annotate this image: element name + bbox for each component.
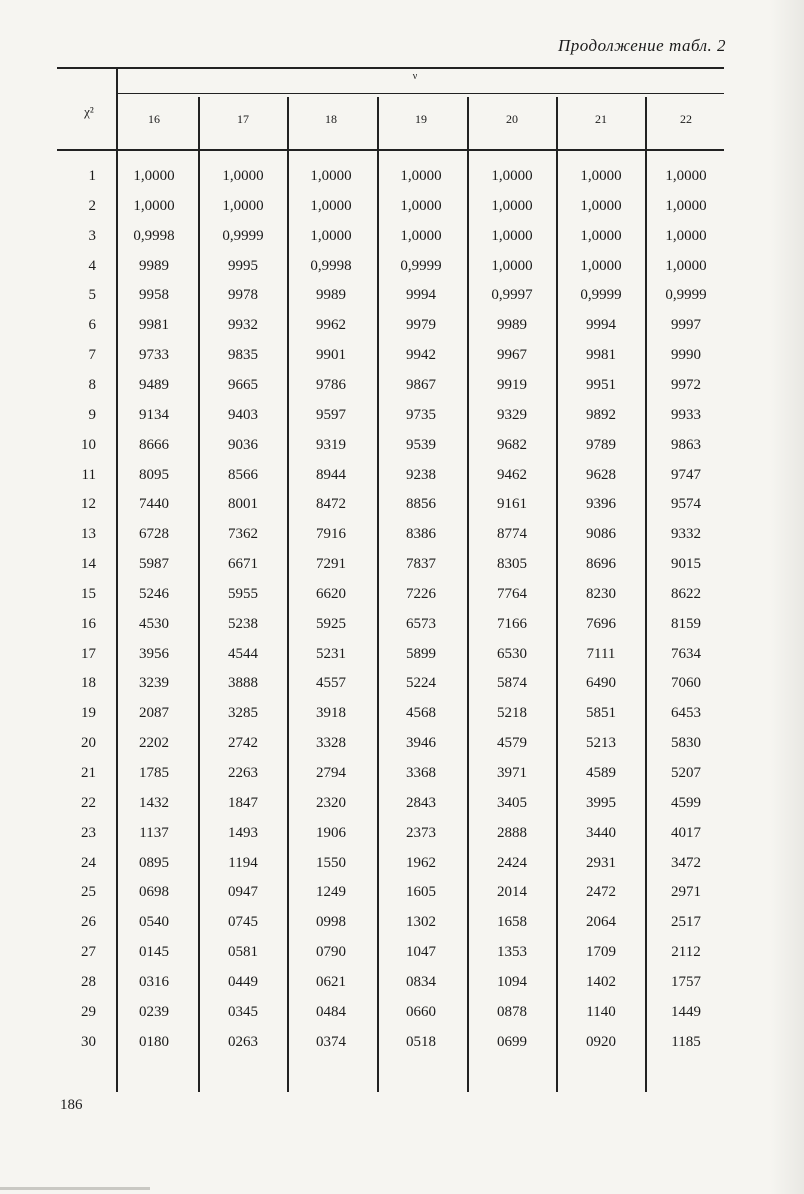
table-cell: 5213 [586, 735, 616, 752]
table-cell: 8095 [139, 466, 169, 483]
row-label: 29 [81, 1003, 96, 1020]
table-cell: 7226 [406, 585, 436, 602]
table-cell: 0,9999 [400, 257, 442, 274]
table-cell: 5899 [406, 645, 436, 662]
table-cell: 4599 [671, 794, 701, 811]
table-cell: 1,0000 [491, 168, 533, 184]
table-cell: 0,9997 [491, 287, 533, 304]
table-cell: 4544 [228, 645, 258, 662]
table-cell: 7291 [316, 556, 346, 573]
column-header: 16 [148, 112, 160, 126]
table-cell: 1,0000 [491, 227, 533, 244]
table-cell: 8001 [228, 496, 258, 513]
table-cell: 4557 [316, 675, 346, 692]
table-cell: 1,0000 [310, 197, 352, 214]
column-header: 17 [237, 112, 249, 126]
row-label: 13 [81, 526, 96, 543]
table-cell: 9682 [497, 436, 527, 453]
table-cell: 9989 [316, 287, 346, 304]
table-cell: 5207 [671, 765, 701, 781]
table-cell: 6728 [139, 526, 169, 543]
row-label: 6 [88, 317, 96, 334]
table-cell: 9161 [497, 496, 527, 513]
row-label: 17 [81, 645, 96, 662]
table-cell: 1185 [671, 1033, 701, 1050]
row-label: 1 [88, 168, 96, 184]
row-label: 5 [88, 287, 96, 304]
table-cell: 1,0000 [580, 257, 622, 274]
table-cell: 9994 [406, 287, 436, 304]
column-divider [287, 97, 289, 1092]
table-cell: 1249 [316, 884, 346, 901]
table-cell: 1194 [228, 854, 258, 871]
table-cell: 9942 [406, 347, 436, 364]
table-cell: 8856 [406, 496, 436, 513]
table-cell: 1,0000 [491, 257, 533, 274]
table-cell: 3239 [139, 675, 169, 692]
table-cell: 2742 [228, 735, 258, 752]
table-cell: 2843 [406, 794, 436, 811]
table-cell: 9981 [586, 347, 616, 364]
table-cell: 8774 [497, 526, 527, 543]
table-cell: 1,0000 [222, 197, 264, 214]
table-cell: 4568 [406, 705, 436, 722]
column-divider [467, 97, 469, 1092]
page-number: 186 [60, 1097, 83, 1113]
table-cell: 1137 [139, 824, 169, 841]
row-label: 18 [81, 675, 96, 692]
table-cell: 5224 [406, 675, 436, 692]
table-cell: 1,0000 [491, 197, 533, 214]
table-cell: 0316 [139, 973, 169, 990]
table-cell: 0263 [228, 1033, 258, 1050]
table-cell: 0,9999 [222, 227, 264, 244]
table-cell: 0699 [497, 1033, 527, 1050]
table-cell: 0518 [406, 1033, 436, 1050]
table-cell: 1,0000 [400, 197, 442, 214]
table-cell: 9134 [139, 406, 169, 423]
table-cell: 6620 [316, 585, 346, 602]
nu-header: ν [412, 71, 418, 82]
table-cell: 9597 [316, 406, 346, 423]
table-cell: 8305 [497, 556, 527, 573]
row-label: 9 [88, 406, 96, 423]
row-label: 12 [81, 496, 96, 513]
row-label: 3 [88, 227, 96, 244]
table-cell: 8666 [139, 436, 169, 453]
table-cell: 9733 [139, 347, 169, 364]
table-cell: 1,0000 [665, 168, 707, 184]
table-cell: 8566 [228, 466, 258, 483]
table-cell: 1047 [406, 944, 436, 961]
table-cell: 7440 [139, 496, 169, 513]
table-cell: 1709 [586, 944, 616, 961]
column-header: 19 [415, 112, 427, 126]
table-cell: 2087 [139, 705, 169, 722]
table-cell: 2263 [228, 765, 258, 781]
table-cell: 2517 [671, 914, 701, 931]
table-cell: 6490 [586, 675, 616, 692]
table-cell: 1140 [586, 1003, 616, 1020]
table-cell: 0,9998 [133, 227, 175, 244]
table-cell: 1,0000 [580, 168, 622, 184]
table-cell: 1449 [671, 1003, 701, 1020]
table-cell: 6671 [228, 556, 258, 573]
table-cell: 5851 [586, 705, 616, 722]
table-cell: 7916 [316, 526, 346, 543]
table-cell: 9994 [586, 317, 616, 334]
table-cell: 9919 [497, 376, 527, 393]
row-label: 2 [88, 197, 96, 214]
table-cell: 1785 [139, 765, 169, 781]
table-cell: 9989 [497, 317, 527, 334]
table-cell: 7696 [586, 615, 616, 632]
table-cell: 1,0000 [222, 168, 264, 184]
table-cell: 1,0000 [133, 197, 175, 214]
table-cell: 1,0000 [665, 227, 707, 244]
table-cell: 1,0000 [400, 227, 442, 244]
table-cell: 0239 [139, 1003, 169, 1020]
table-cell: 2971 [671, 884, 701, 901]
row-label: 4 [88, 257, 96, 274]
row-label: 8 [88, 376, 96, 393]
table-cell: 0745 [228, 914, 258, 931]
table-cell: 3946 [406, 735, 436, 752]
continuation-caption: Продолжение табл. 2 [557, 36, 726, 55]
table-cell: 9747 [671, 466, 701, 483]
column-header: 21 [595, 112, 607, 126]
table-cell: 3440 [586, 824, 616, 841]
table-cell: 7837 [406, 556, 436, 573]
table-cell: 9972 [671, 376, 701, 393]
nu-subheader-rule [116, 93, 724, 94]
table-cell: 6573 [406, 615, 436, 632]
table-cell: 4589 [586, 765, 616, 781]
table-cell: 0895 [139, 854, 169, 871]
table-cell: 0621 [316, 973, 346, 990]
table-cell: 9989 [139, 257, 169, 274]
row-label: 21 [81, 765, 96, 781]
row-label: 14 [81, 556, 96, 573]
table-cell: 8622 [671, 585, 701, 602]
table-cell: 1550 [316, 854, 346, 871]
table-cell: 8944 [316, 466, 346, 483]
table-cell: 9665 [228, 376, 258, 393]
table-cell: 1906 [316, 824, 346, 841]
table-cell: 4017 [671, 824, 701, 841]
table-cell: 9978 [228, 287, 258, 304]
row-label: 28 [81, 973, 96, 990]
table-cell: 9396 [586, 496, 616, 513]
row-label: 23 [81, 824, 96, 841]
chi-square-header: χ² [84, 104, 94, 119]
table-cell: 9403 [228, 406, 258, 423]
table-cell: 1,0000 [665, 257, 707, 274]
table-cell: 3971 [497, 765, 527, 781]
table-cell: 9967 [497, 347, 527, 364]
table-cell: 9329 [497, 406, 527, 423]
column-divider [116, 67, 118, 1092]
table-cell: 7362 [228, 526, 258, 543]
row-label: 7 [88, 347, 96, 364]
column-header: 20 [506, 112, 518, 126]
table-cell: 1605 [406, 884, 436, 901]
table-cell: 1,0000 [400, 168, 442, 184]
column-header: 22 [680, 112, 692, 126]
table-cell: 3995 [586, 794, 616, 811]
row-label: 16 [81, 615, 96, 632]
table-cell: 0,9998 [310, 257, 352, 274]
table-cell: 9990 [671, 347, 701, 364]
row-label: 20 [81, 735, 96, 752]
table-cell: 2424 [497, 854, 527, 871]
table-cell: 0180 [139, 1033, 169, 1050]
table-cell: 8230 [586, 585, 616, 602]
table-cell: 1,0000 [133, 168, 175, 184]
table-cell: 0,9999 [580, 287, 622, 304]
table-cell: 1353 [497, 944, 527, 961]
table-cell: 1658 [497, 914, 527, 931]
table-cell: 9628 [586, 466, 616, 483]
row-label: 11 [81, 466, 96, 483]
table-cell: 9901 [316, 347, 346, 364]
table-cell: 9574 [671, 496, 701, 513]
column-divider [198, 97, 200, 1092]
table-cell: 0,9999 [665, 287, 707, 304]
table-cell: 9735 [406, 406, 436, 423]
table-cell: 2888 [497, 824, 527, 841]
table-cell: 9932 [228, 317, 258, 334]
table-cell: 7166 [497, 615, 527, 632]
table-cell: 1302 [406, 914, 436, 931]
table-cell: 5238 [228, 615, 258, 632]
row-label: 10 [81, 436, 96, 453]
table-cell: 0698 [139, 884, 169, 901]
table-cell: 9867 [406, 376, 436, 393]
row-label: 15 [81, 585, 96, 602]
table-cell: 9789 [586, 436, 616, 453]
table-cell: 0345 [228, 1003, 258, 1020]
table-cell: 0484 [316, 1003, 346, 1020]
column-divider [377, 97, 379, 1092]
table-cell: 9086 [586, 526, 616, 543]
table-cell: 1847 [228, 794, 258, 811]
column-header: 18 [325, 112, 337, 126]
table-cell: 9015 [671, 556, 701, 573]
table-cell: 9319 [316, 436, 346, 453]
column-divider [556, 97, 558, 1092]
table-cell: 9933 [671, 406, 701, 423]
row-label: 27 [81, 944, 96, 961]
table-cell: 9036 [228, 436, 258, 453]
row-label: 25 [81, 884, 96, 901]
table-cell: 4579 [497, 735, 527, 752]
table-cell: 8159 [671, 615, 701, 632]
table-cell: 5231 [316, 645, 346, 662]
table-cell: 3888 [228, 675, 258, 692]
table-cell: 3956 [139, 645, 169, 662]
table-cell: 0998 [316, 914, 346, 931]
table-cell: 2014 [497, 884, 527, 901]
table-cell: 5987 [139, 556, 169, 573]
table-cell: 9539 [406, 436, 436, 453]
table-cell: 7111 [586, 645, 616, 662]
table-cell: 0540 [139, 914, 169, 931]
scan-edge-mark [0, 1187, 150, 1190]
page-edge-shadow [770, 0, 804, 1194]
table-cell: 3918 [316, 705, 346, 722]
table-cell: 2112 [671, 944, 701, 961]
table-cell: 4530 [139, 615, 169, 632]
table-cell: 5830 [671, 735, 701, 752]
row-label: 24 [81, 854, 96, 871]
table-cell: 9997 [671, 317, 701, 334]
row-label: 22 [81, 794, 96, 811]
table-cell: 7060 [671, 675, 701, 692]
table-cell: 7634 [671, 645, 701, 662]
table-cell: 3472 [671, 854, 701, 871]
table-cell: 9462 [497, 466, 527, 483]
table-cell: 0374 [316, 1033, 346, 1050]
table-cell: 9786 [316, 376, 346, 393]
table-cell: 3405 [497, 794, 527, 811]
table-cell: 9332 [671, 526, 701, 543]
table-cell: 0660 [406, 1003, 436, 1020]
table-cell: 1432 [139, 794, 169, 811]
table-cell: 5955 [228, 585, 258, 602]
header-bottom-rule [57, 149, 724, 151]
row-label: 30 [81, 1033, 96, 1050]
table-cell: 3285 [228, 705, 258, 722]
table-cell: 1,0000 [310, 227, 352, 244]
table-cell: 2064 [586, 914, 616, 931]
table-cell: 3368 [406, 765, 436, 781]
table-cell: 5218 [497, 705, 527, 722]
table-cell: 2202 [139, 735, 169, 752]
row-label: 26 [81, 914, 96, 931]
table-cell: 9835 [228, 347, 258, 364]
table-cell: 3328 [316, 735, 346, 752]
row-label: 19 [81, 705, 96, 722]
table-cell: 2373 [406, 824, 436, 841]
table-cell: 0878 [497, 1003, 527, 1020]
table-cell: 0145 [139, 944, 169, 961]
table-top-rule [57, 67, 724, 69]
table-cell: 9892 [586, 406, 616, 423]
table-cell: 0449 [228, 973, 258, 990]
table-cell: 9489 [139, 376, 169, 393]
table-cell: 9238 [406, 466, 436, 483]
table-cell: 2794 [316, 765, 346, 781]
table-cell: 8472 [316, 496, 346, 513]
table-cell: 1962 [406, 854, 436, 871]
table-cell: 0790 [316, 944, 346, 961]
table-cell: 5925 [316, 615, 346, 632]
table-cell: 1,0000 [310, 168, 352, 184]
table-cell: 2931 [586, 854, 616, 871]
table-cell: 9979 [406, 317, 436, 334]
table-cell: 9981 [139, 317, 169, 334]
table-cell: 9951 [586, 376, 616, 393]
table-cell: 1493 [228, 824, 258, 841]
table-cell: 0920 [586, 1033, 616, 1050]
table-cell: 6530 [497, 645, 527, 662]
table-cell: 9958 [139, 287, 169, 304]
table-cell: 1402 [586, 973, 616, 990]
table-cell: 8696 [586, 556, 616, 573]
table-cell: 0947 [228, 884, 258, 901]
table-cell: 2472 [586, 884, 616, 901]
table-cell: 1,0000 [665, 197, 707, 214]
table-cell: 1094 [497, 973, 527, 990]
table-cell: 1757 [671, 973, 701, 990]
table-cell: 1,0000 [580, 227, 622, 244]
table-cell: 5874 [497, 675, 527, 692]
table-cell: 9863 [671, 436, 701, 453]
table-cell: 8386 [406, 526, 436, 543]
table-cell: 2320 [316, 794, 346, 811]
table-cell: 9962 [316, 317, 346, 334]
table-cell: 0581 [228, 944, 258, 961]
table-cell: 9995 [228, 257, 258, 274]
table-cell: 5246 [139, 585, 169, 602]
table-cell: 0834 [406, 973, 436, 990]
table-cell: 1,0000 [580, 197, 622, 214]
table-cell: 6453 [671, 705, 701, 722]
table-cell: 7764 [497, 585, 527, 602]
